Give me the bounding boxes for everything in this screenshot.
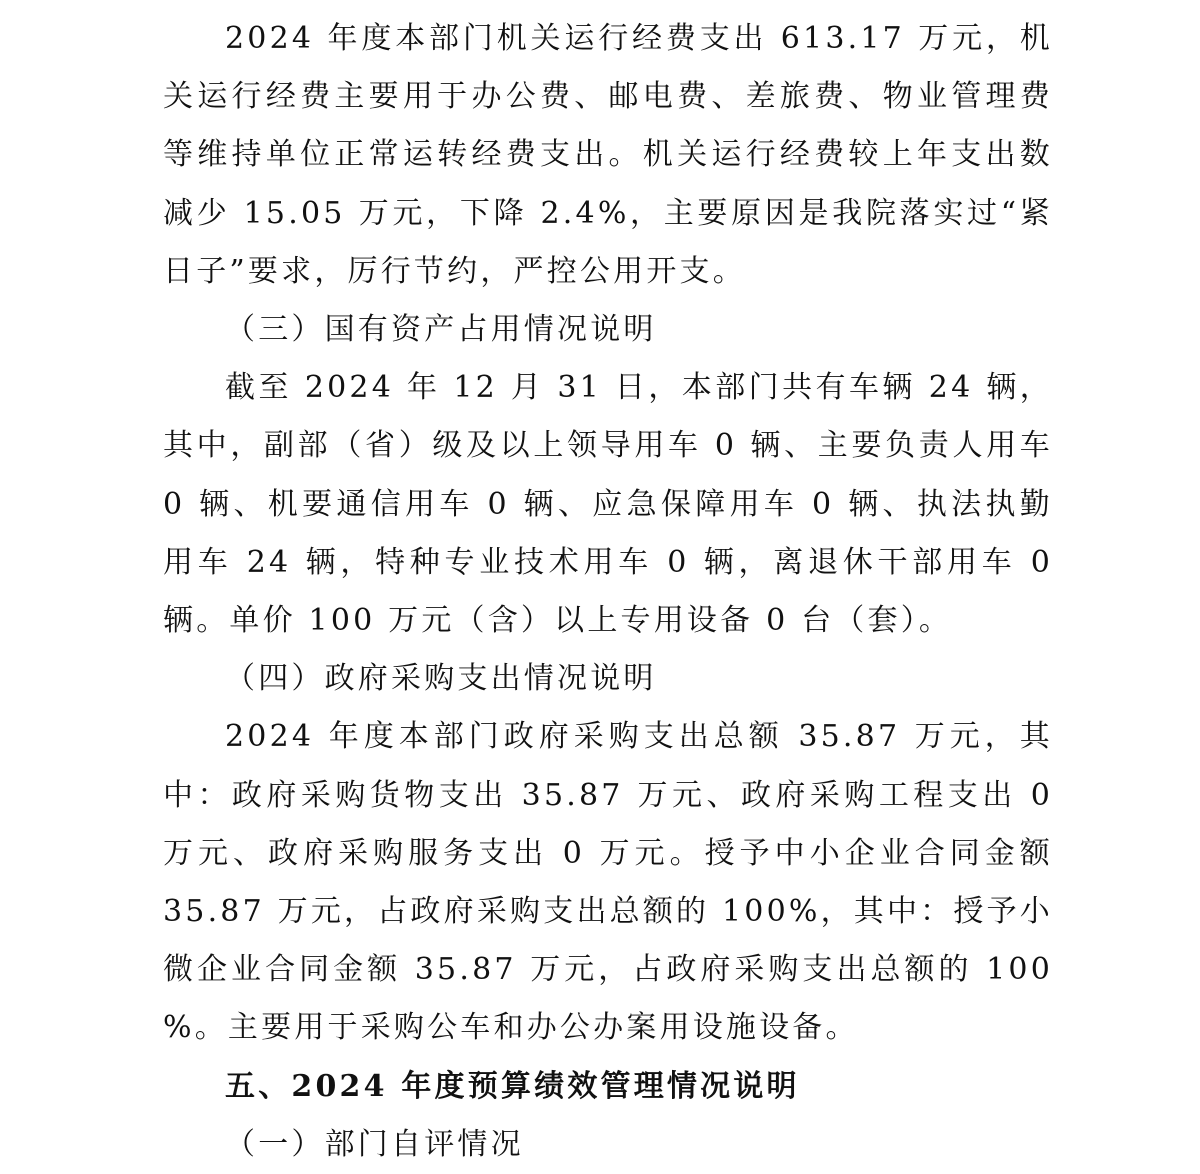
section-title-performance: 五、2024 年度预算绩效管理情况说明 [225, 1068, 800, 1104]
document-page [163, 10, 1053, 1174]
paragraph-operating-expenses: 2024 年度本部门机关运行经费支出 613.17 万元，机关运行经费主要用于办公费、邮电费、差旅费、物业管理费等维持单位正常运转经费支出。机关运行经费较上年支出数减少 15.05 万元，下降 2.4%，主要原因是我院落实过“紧日子”要求，厉行节约，严控公用开支。 [163, 21, 1053, 289]
paragraph-vehicles: 截至 2024 年 12 月 31 日，本部门共有车辆 24 辆，其中，副部（省）级及以上领导用车 0 辆、主要负责人用车 0 辆、机要通信用车 0 辆、应急保障用车 0 辆、执法执勤用车 24 辆，特种专业技术用车 0 辆，离退休干部用车 0 辆。单价 100 万元（含）以上专用设备 0 台（套）。 [163, 370, 1053, 639]
heading-self-evaluation: （一）部门自评情况 [225, 1126, 524, 1162]
paragraph-procurement: 2024 年度本部门政府采购支出总额 35.87 万元，其中：政府采购货物支出 35.87 万元、政府采购工程支出 0 万元、政府采购服务支出 0 万元。授予中小企业合同金额 35.87 万元，占政府采购支出总额的 100%，其中：授予小微企业合同金额 35.87 万元，占政府采购支出总额的 100 %。主要用于采购公车和办公办案用设施设备。 [163, 719, 1053, 1046]
heading-state-assets: （三）国有资产占用情况说明 [225, 312, 657, 348]
heading-government-procurement: （四）政府采购支出情况说明 [225, 661, 657, 697]
